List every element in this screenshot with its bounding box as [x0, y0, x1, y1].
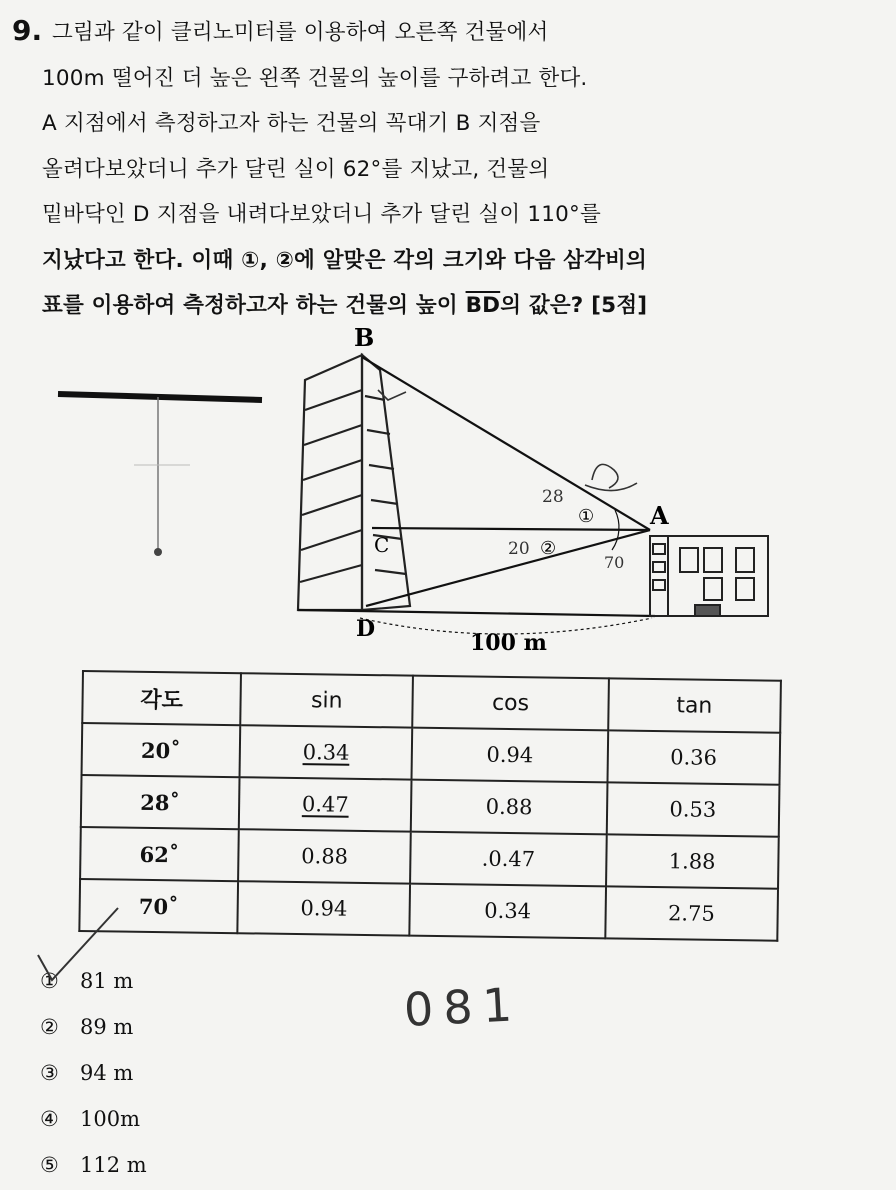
- question-number: 9.: [12, 14, 43, 47]
- cell-angle: 70˚: [79, 879, 238, 933]
- clinometer-diagram: [58, 394, 262, 556]
- trig-table: [78, 670, 782, 942]
- cell-sin: 0.88: [238, 829, 411, 883]
- choice-text: 94 m: [80, 1061, 134, 1085]
- angle-1-label: ①: [578, 506, 595, 527]
- point-d-label: D: [356, 616, 376, 642]
- question-line: 100m 떨어진 더 높은 왼쪽 건물의 높이를 구하려고 한다.: [42, 65, 588, 91]
- cell-sin: 0.34: [240, 725, 413, 779]
- pencil-marks: [378, 390, 637, 491]
- choice-text: 89 m: [80, 1015, 134, 1039]
- question-line: 올려다보았더니 추가 달린 실이 62°를 지났고, 건물의: [42, 156, 550, 182]
- segment-bd-label: $\overline{BD}$: [465, 293, 501, 318]
- choice-number: ②: [40, 1015, 59, 1039]
- cell-sin: 0.94: [237, 881, 410, 935]
- header-angle: 각도: [82, 671, 241, 725]
- handwritten-28: 28: [542, 487, 564, 507]
- right-building: [650, 536, 768, 616]
- choice-number: ④: [40, 1107, 59, 1131]
- question-line: 밑바닥인 D 지점을 내려다보았더니 추가 달린 실이 110°를: [42, 202, 601, 227]
- point-c-label: C: [374, 533, 390, 557]
- clinometer-figure: [0, 300, 896, 660]
- handwritten-70: 70: [604, 553, 625, 572]
- handwritten-answer: 081: [402, 976, 524, 1038]
- distance-label: 100 m: [470, 630, 547, 656]
- question-text: [42, 10, 802, 329]
- question-line: 지났다고 한다. 이때 ①, ②에 알맞은 각의 크기와 다음 삼각비의: [42, 247, 647, 273]
- choice-3[interactable]: [40, 1050, 147, 1096]
- angle-2-label: ②: [540, 538, 557, 559]
- cell-cos: .0.47: [410, 832, 606, 887]
- header-cos: cos: [413, 676, 609, 731]
- answer-check-mark: [30, 900, 130, 990]
- choice-5[interactable]: [40, 1142, 147, 1188]
- choice-2[interactable]: [40, 1004, 147, 1050]
- answer-choices: [40, 958, 147, 1188]
- cell-angle: 62˚: [80, 827, 239, 881]
- point-b-label: B: [354, 323, 375, 352]
- question-line: A 지점에서 측정하고자 하는 건물의 꼭대기 B 지점을: [42, 111, 541, 136]
- cell-tan: 0.53: [606, 782, 779, 836]
- choice-text: 81 m: [80, 969, 134, 993]
- header-tan: tan: [608, 678, 781, 732]
- cell-cos: 0.34: [410, 884, 606, 939]
- choice-number: ③: [40, 1061, 59, 1085]
- question-last-line-start: 표를 이용하여 측정하고자 하는 건물의 높이: [42, 293, 466, 318]
- cell-cos: 0.88: [411, 780, 607, 835]
- point-a-label: A: [650, 501, 669, 530]
- cell-tan: 0.36: [607, 730, 780, 784]
- left-building: [298, 355, 410, 610]
- cell-angle: 20˚: [82, 723, 241, 777]
- cell-angle: 28˚: [81, 775, 240, 829]
- header-sin: sin: [240, 673, 413, 727]
- question-last-line-end: 의 값은? [5점]: [500, 293, 648, 318]
- choice-text: 112 m: [80, 1153, 147, 1177]
- cell-tan: 1.88: [606, 834, 779, 888]
- choice-number: ⑤: [40, 1153, 59, 1177]
- choice-text: 100m: [80, 1107, 140, 1131]
- sight-lines: [298, 357, 655, 634]
- handwritten-20: 20: [508, 539, 530, 559]
- table-row: [79, 879, 778, 941]
- choice-number: ①: [40, 969, 59, 993]
- question-line: 그림과 같이 클리노미터를 이용하여 오른쪽 건물에서: [52, 20, 549, 45]
- cell-cos: 0.94: [412, 728, 608, 783]
- choice-4[interactable]: [40, 1096, 147, 1142]
- cell-tan: 2.75: [605, 886, 778, 940]
- cell-sin: 0.47: [239, 777, 412, 831]
